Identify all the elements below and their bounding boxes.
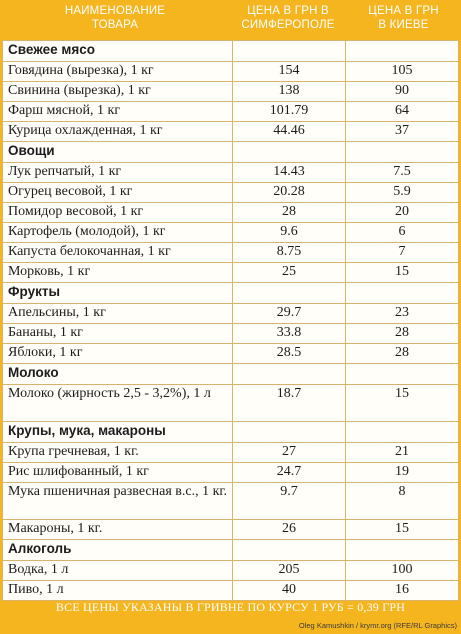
category-empty-cell — [233, 142, 346, 163]
category-row — [3, 41, 459, 62]
category-title: Молоко — [3, 364, 233, 385]
table-row — [3, 483, 459, 520]
price-simferopol-cell: 20.28 — [233, 183, 346, 203]
table-row — [3, 561, 459, 581]
item-name-cell: Крупа гречневая, 1 кг. — [3, 443, 233, 463]
footer-note: ВСЕ ЦЕНЫ УКАЗАНЫ В ГРИВНЕ ПО КУРСУ 1 РУБ = 0,39 ГРН — [55, 600, 406, 614]
price-kiev-cell: 7 — [346, 243, 459, 263]
category-empty-cell — [233, 422, 346, 443]
price-simferopol-cell: 28.5 — [233, 344, 346, 364]
category-empty-cell — [346, 142, 459, 163]
category-title: Крупы, мука, макароны — [3, 422, 233, 443]
category-row — [3, 422, 459, 443]
header-price-simferopol: ЦЕНА В ГРН В СИМФЕРОПОЛЕ — [241, 5, 335, 31]
price-table — [2, 40, 459, 601]
price-simferopol-cell: 9.7 — [233, 483, 346, 520]
price-kiev-cell: 90 — [346, 82, 459, 102]
price-simferopol-cell: 44.46 — [233, 122, 346, 142]
price-simferopol-cell: 27 — [233, 443, 346, 463]
table-row — [3, 520, 459, 540]
price-simferopol-cell: 14.43 — [233, 163, 346, 183]
table-row — [3, 203, 459, 223]
header-price-kiev: ЦЕНА В ГРН В КИЕВЕ — [368, 5, 439, 31]
price-kiev-cell: 15 — [346, 520, 459, 540]
price-simferopol-cell: 138 — [233, 82, 346, 102]
price-kiev-cell: 15 — [346, 385, 459, 422]
price-simferopol-cell: 154 — [233, 62, 346, 82]
price-kiev-cell: 100 — [346, 561, 459, 581]
price-simferopol-cell: 205 — [233, 561, 346, 581]
table-row — [3, 183, 459, 203]
table-row — [3, 223, 459, 243]
price-kiev-cell: 16 — [346, 581, 459, 601]
table-row — [3, 304, 459, 324]
item-name-cell: Молоко (жирность 2,5 - 3,2%), 1 л — [3, 385, 233, 422]
item-name-cell: Картофель (молодой), 1 кг — [3, 223, 233, 243]
item-name-cell: Капуста белокочанная, 1 кг — [3, 243, 233, 263]
item-name-cell: Водка, 1 л — [3, 561, 233, 581]
price-simferopol-cell: 29.7 — [233, 304, 346, 324]
category-empty-cell — [346, 41, 459, 62]
table-row — [3, 243, 459, 263]
category-empty-cell — [233, 41, 346, 62]
category-empty-cell — [346, 540, 459, 561]
price-kiev-cell: 105 — [346, 62, 459, 82]
price-kiev-cell: 19 — [346, 463, 459, 483]
price-simferopol-cell: 40 — [233, 581, 346, 601]
price-kiev-cell: 7.5 — [346, 163, 459, 183]
category-empty-cell — [233, 364, 346, 385]
price-table-body — [3, 41, 459, 601]
credit-line: Oleg Kamushkin / krymr.org (RFE/RL Graphics) — [298, 621, 457, 630]
item-name-cell: Лук репчатый, 1 кг — [3, 163, 233, 183]
price-kiev-cell: 37 — [346, 122, 459, 142]
item-name-cell: Морковь, 1 кг — [3, 263, 233, 283]
category-title: Овощи — [3, 142, 233, 163]
item-name-cell: Макароны, 1 кг. — [3, 520, 233, 540]
category-empty-cell — [233, 540, 346, 561]
category-title: Алкоголь — [3, 540, 233, 561]
price-kiev-cell: 15 — [346, 263, 459, 283]
price-simferopol-cell: 9.6 — [233, 223, 346, 243]
price-kiev-cell: 8 — [346, 483, 459, 520]
price-kiev-cell: 23 — [346, 304, 459, 324]
table-header — [0, 0, 461, 40]
item-name-cell: Рис шлифованный, 1 кг — [3, 463, 233, 483]
price-kiev-cell: 21 — [346, 443, 459, 463]
item-name-cell: Курица охлажденная, 1 кг — [3, 122, 233, 142]
price-simferopol-cell: 8.75 — [233, 243, 346, 263]
header-item-name: НАИМЕНОВАНИЕ ТОВАРА — [64, 5, 166, 31]
price-kiev-cell: 6 — [346, 223, 459, 243]
price-simferopol-cell: 24.7 — [233, 463, 346, 483]
table-row — [3, 443, 459, 463]
item-name-cell: Свинина (вырезка), 1 кг — [3, 82, 233, 102]
category-empty-cell — [346, 364, 459, 385]
price-kiev-cell: 5.9 — [346, 183, 459, 203]
category-title: Фрукты — [3, 283, 233, 304]
table-row — [3, 62, 459, 82]
item-name-cell: Яблоки, 1 кг — [3, 344, 233, 364]
category-title: Свежее мясо — [3, 41, 233, 62]
category-row — [3, 364, 459, 385]
item-name-cell: Апельсины, 1 кг — [3, 304, 233, 324]
table-row — [3, 102, 459, 122]
price-simferopol-cell: 28 — [233, 203, 346, 223]
item-name-cell: Мука пшеничная развесная в.с., 1 кг. — [3, 483, 233, 520]
table-row — [3, 385, 459, 422]
price-simferopol-cell: 33.8 — [233, 324, 346, 344]
price-simferopol-cell: 101.79 — [233, 102, 346, 122]
table-row — [3, 82, 459, 102]
price-simferopol-cell: 25 — [233, 263, 346, 283]
item-name-cell: Бананы, 1 кг — [3, 324, 233, 344]
category-row — [3, 283, 459, 304]
item-name-cell: Говядина (вырезка), 1 кг — [3, 62, 233, 82]
table-row — [3, 463, 459, 483]
table-row — [3, 324, 459, 344]
item-name-cell: Фарш мясной, 1 кг — [3, 102, 233, 122]
table-row — [3, 344, 459, 364]
item-name-cell: Помидор весовой, 1 кг — [3, 203, 233, 223]
item-name-cell: Пиво, 1 л — [3, 581, 233, 601]
category-empty-cell — [346, 283, 459, 304]
category-row — [3, 142, 459, 163]
table-row — [3, 263, 459, 283]
price-kiev-cell: 64 — [346, 102, 459, 122]
category-empty-cell — [346, 422, 459, 443]
price-kiev-cell: 28 — [346, 324, 459, 344]
item-name-cell: Огурец весовой, 1 кг — [3, 183, 233, 203]
table-row — [3, 122, 459, 142]
category-empty-cell — [233, 283, 346, 304]
category-row — [3, 540, 459, 561]
price-kiev-cell: 28 — [346, 344, 459, 364]
price-simferopol-cell: 26 — [233, 520, 346, 540]
price-simferopol-cell: 18.7 — [233, 385, 346, 422]
table-row — [3, 163, 459, 183]
price-kiev-cell: 20 — [346, 203, 459, 223]
